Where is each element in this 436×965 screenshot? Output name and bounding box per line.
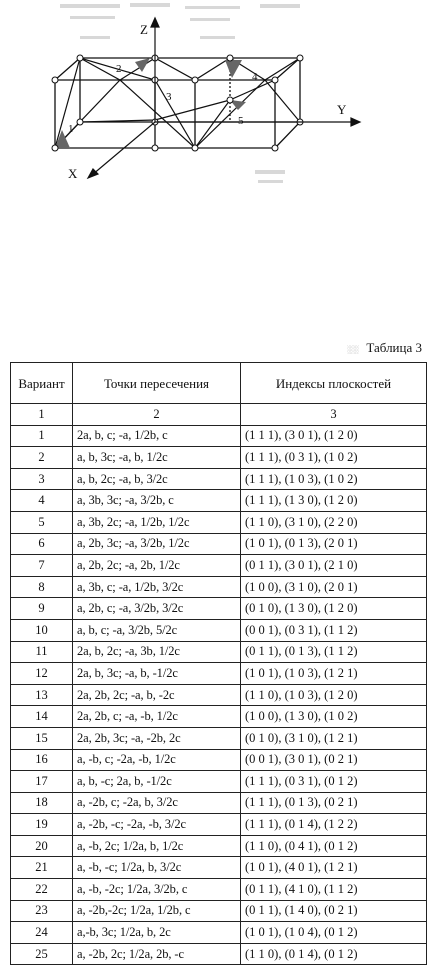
table-row: [11, 943, 427, 965]
table-row: [11, 598, 427, 620]
axis-label-y: Y: [337, 102, 347, 117]
table-body: [11, 404, 427, 965]
table-row: [11, 835, 427, 857]
points-cell: 2a, 2b, 2c; -a, b, -2c: [73, 684, 241, 706]
table-row: [11, 814, 427, 836]
indices-cell: (0 0 1), (3 0 1), (0 2 1): [241, 749, 427, 771]
table-row: [11, 447, 427, 469]
indices-cell: (1 1 1), (3 0 1), (1 2 0): [241, 425, 427, 447]
column-number: 1: [11, 404, 73, 426]
variant-cell: 13: [11, 684, 73, 706]
points-cell: a, b, c; -a, 3/2b, 5/2c: [73, 619, 241, 641]
table-row: [11, 641, 427, 663]
variant-cell: 24: [11, 922, 73, 944]
points-cell: a,-b, 3c; 1/2a, b, 2c: [73, 922, 241, 944]
indices-cell: (1 1 1), (0 3 1), (1 0 2): [241, 447, 427, 469]
scan-noise: [60, 3, 300, 183]
table-row: [11, 706, 427, 728]
variant-cell: 12: [11, 663, 73, 685]
table-caption: [347, 340, 422, 356]
table-row: [11, 771, 427, 793]
variant-cell: 21: [11, 857, 73, 879]
points-cell: 2a, b, c; -a, 1/2b, c: [73, 425, 241, 447]
plane-label-3: 3: [166, 91, 172, 103]
indices-cell: (1 0 1), (0 1 3), (2 0 1): [241, 533, 427, 555]
table-row: [11, 576, 427, 598]
points-cell: a, 2b, 3c; -a, 3/2b, 1/2c: [73, 533, 241, 555]
variant-cell: 17: [11, 771, 73, 793]
points-cell: 2a, b, 2c; -a, 3b, 1/2c: [73, 641, 241, 663]
variant-cell: 11: [11, 641, 73, 663]
variant-cell: 20: [11, 835, 73, 857]
points-cell: a, 3b, 3c; -a, 3/2b, c: [73, 490, 241, 512]
points-cell: 2a, b, 3c; -a, b, -1/2c: [73, 663, 241, 685]
points-cell: a, 3b, c; -a, 1/2b, 3/2c: [73, 576, 241, 598]
table-row: [11, 727, 427, 749]
indices-cell: (1 1 0), (0 4 1), (0 1 2): [241, 835, 427, 857]
points-cell: a, b, 3c; -a, b, 1/2c: [73, 447, 241, 469]
variant-cell: 25: [11, 943, 73, 965]
indices-cell: (1 1 0), (1 0 3), (1 2 0): [241, 684, 427, 706]
table-row: [11, 619, 427, 641]
points-cell: a, 2b, 2c; -a, 2b, 1/2c: [73, 555, 241, 577]
table-row: [11, 922, 427, 944]
indices-cell: (1 0 1), (1 0 3), (1 2 1): [241, 663, 427, 685]
points-cell: a, b, -c; 2a, b, -1/2c: [73, 771, 241, 793]
scan-smudge: ░░: [347, 345, 359, 354]
plane-label-5: 5: [238, 115, 244, 127]
indices-cell: (1 1 1), (1 0 3), (1 0 2): [241, 468, 427, 490]
indices-cell: (0 1 1), (0 1 3), (1 1 2): [241, 641, 427, 663]
table-row: [11, 490, 427, 512]
indices-cell: (0 0 1), (0 3 1), (1 1 2): [241, 619, 427, 641]
points-cell: a, -2b, 2c; 1/2a, 2b, -c: [73, 943, 241, 965]
variant-cell: 3: [11, 468, 73, 490]
table-row: [11, 879, 427, 901]
points-cell: a, -b, -c; 1/2a, b, 3/2c: [73, 857, 241, 879]
table-row: [11, 511, 427, 533]
indices-cell: (1 1 1), (0 1 4), (1 2 2): [241, 814, 427, 836]
points-cell: a, -2b,-2c; 1/2a, 1/2b, c: [73, 900, 241, 922]
table-row: [11, 684, 427, 706]
points-cell: 2a, 2b, c; -a, -b, 1/2c: [73, 706, 241, 728]
variant-cell: 22: [11, 879, 73, 901]
indices-cell: (1 0 1), (1 0 4), (0 1 2): [241, 922, 427, 944]
variant-cell: 7: [11, 555, 73, 577]
table-row: [11, 425, 427, 447]
column-number: 3: [241, 404, 427, 426]
variant-cell: 16: [11, 749, 73, 771]
variant-cell: 4: [11, 490, 73, 512]
points-cell: a, 3b, 2c; -a, 1/2b, 1/2c: [73, 511, 241, 533]
table-row: [11, 749, 427, 771]
variant-cell: 2: [11, 447, 73, 469]
column-number: 2: [73, 404, 241, 426]
table-row: [11, 857, 427, 879]
table-row: [11, 555, 427, 577]
points-cell: a, 2b, c; -a, 3/2b, 3/2c: [73, 598, 241, 620]
planes-table: [10, 362, 427, 965]
points-cell: a, -2b, c; -2a, b, 3/2c: [73, 792, 241, 814]
plane-label-2: 2: [116, 63, 122, 75]
variant-cell: 6: [11, 533, 73, 555]
indices-cell: (1 0 0), (3 1 0), (2 0 1): [241, 576, 427, 598]
indices-cell: (1 1 1), (0 1 3), (0 2 1): [241, 792, 427, 814]
header-points: Точки пересечения: [73, 363, 241, 404]
points-cell: a, -b, -2c; 1/2a, 3/2b, c: [73, 879, 241, 901]
column-number-row: [11, 404, 427, 426]
header-indices: Индексы плоскостей: [241, 363, 427, 404]
indices-cell: (0 1 1), (3 0 1), (2 1 0): [241, 555, 427, 577]
variant-cell: 5: [11, 511, 73, 533]
variant-cell: 23: [11, 900, 73, 922]
indices-cell: (1 1 1), (1 3 0), (1 2 0): [241, 490, 427, 512]
table-row: [11, 468, 427, 490]
points-cell: a, b, 2c; -a, b, 3/2c: [73, 468, 241, 490]
points-cell: 2a, 2b, 3c; -a, -2b, 2c: [73, 727, 241, 749]
indices-cell: (0 1 0), (1 3 0), (1 2 0): [241, 598, 427, 620]
table-row: [11, 900, 427, 922]
variant-cell: 18: [11, 792, 73, 814]
indices-cell: (0 1 0), (3 1 0), (1 2 1): [241, 727, 427, 749]
variant-cell: 14: [11, 706, 73, 728]
table-row: [11, 663, 427, 685]
plane-label-1: 1: [68, 123, 74, 135]
table-row: [11, 792, 427, 814]
header-variant: Вариант: [11, 363, 73, 404]
points-cell: a, -2b, -c; -2a, -b, 3/2c: [73, 814, 241, 836]
crystal-lattice-figure: [0, 0, 436, 200]
points-cell: a, -b, c; -2a, -b, 1/2c: [73, 749, 241, 771]
plane-label-4: 4: [252, 71, 258, 83]
indices-cell: (1 0 0), (1 3 0), (1 0 2): [241, 706, 427, 728]
axis-label-z: Z: [140, 22, 148, 37]
indices-cell: (0 1 1), (1 4 0), (0 2 1): [241, 900, 427, 922]
variant-cell: 10: [11, 619, 73, 641]
indices-cell: (1 1 0), (0 1 4), (0 1 2): [241, 943, 427, 965]
table-row: [11, 533, 427, 555]
indices-cell: (1 0 1), (4 0 1), (1 2 1): [241, 857, 427, 879]
variant-cell: 8: [11, 576, 73, 598]
table-caption-text: Таблица 3: [366, 340, 422, 355]
variant-cell: 1: [11, 425, 73, 447]
variant-cell: 15: [11, 727, 73, 749]
indices-cell: (1 1 1), (0 3 1), (0 1 2): [241, 771, 427, 793]
points-cell: a, -b, 2c; 1/2a, b, 1/2c: [73, 835, 241, 857]
axis-label-x: X: [68, 166, 78, 181]
indices-cell: (0 1 1), (4 1 0), (1 1 2): [241, 879, 427, 901]
indices-cell: (1 1 0), (3 1 0), (2 2 0): [241, 511, 427, 533]
variant-cell: 9: [11, 598, 73, 620]
variant-cell: 19: [11, 814, 73, 836]
